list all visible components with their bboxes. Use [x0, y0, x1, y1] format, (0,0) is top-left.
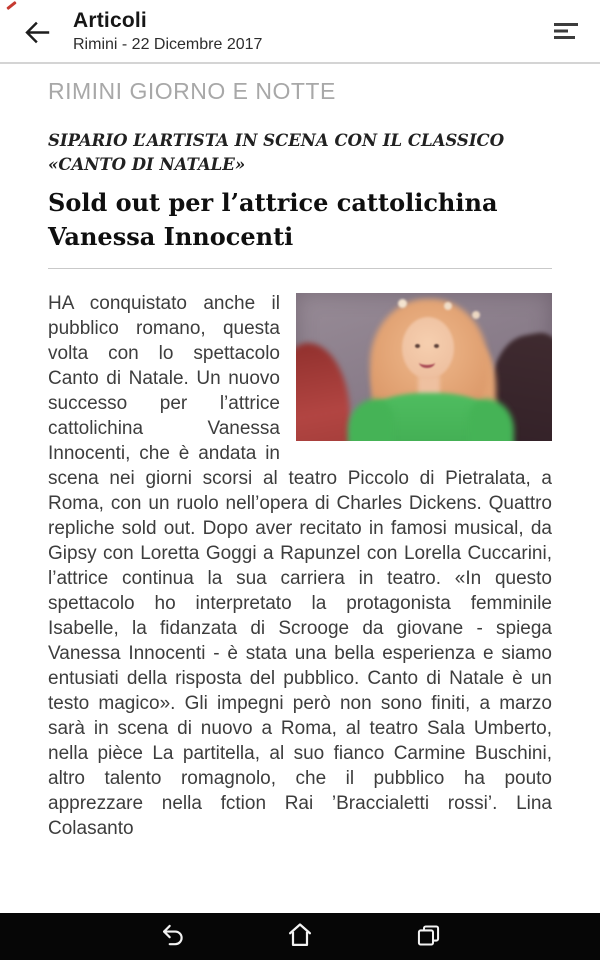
arrow-left-icon: [22, 34, 52, 49]
article-title: Sold out per l’attrice cattolichina Vanessa Innocenti: [48, 188, 498, 251]
recent-apps-icon: [415, 922, 442, 952]
photo-eye: [434, 344, 439, 348]
sort-menu-button[interactable]: [552, 20, 580, 42]
article-photo: [296, 293, 552, 441]
android-nav-bar: [0, 913, 600, 960]
nav-home-button[interactable]: [286, 923, 314, 951]
back-curved-icon: [159, 922, 186, 952]
section-label: RIMINI GIORNO E NOTTE: [48, 78, 336, 104]
sort-list-icon: [552, 30, 580, 45]
photo-green-dress: [348, 399, 394, 441]
photo-smile: [419, 357, 435, 368]
app-header: [0, 0, 600, 64]
red-corner-mark: [6, 1, 17, 10]
photo-face: [402, 317, 454, 379]
page-subtitle: Rimini - 22 Dicembre 2017: [73, 36, 263, 53]
photo-eye: [415, 344, 420, 348]
home-icon: [286, 921, 314, 952]
photo-hair-flower: [472, 311, 480, 319]
back-button[interactable]: [22, 19, 52, 46]
article-view: [0, 64, 600, 841]
article-body-text: HA conquistato anche il pubblico romano, questa volta con lo spettacolo Canto di Natale. Un nuovo successo per l’attrice cattolichina Vanessa Innocenti, che è andata in scena nei giorni scorsi al teatro Piccolo di Pietralata, a Roma, con un ruolo nell’opera di Charles Dickens. Quattro repliche sold out. Dopo aver recitato in famosi musical, da Gipsy con Loretta Goggi a Rapunzel con Lorella Cuccarini, l’attrice continua la sua carriera in teatro. «In questo spettacolo ho interpretato la protagonista femminile Isabelle, la fidanzata di Scrooge da giovane - spiega Vanessa Innocenti - è stata una bella esperienza e siamo entusiati della risposta del pubblico. Canto di Natale è un testo magico». Gli impegni però non sono finiti, a marzo sarà in scena di nuovo a Roma, al teatro Sala Umberto, nella pièce La partitella, al suo fianco Carmine Buschini, altro talento romagnolo, che il pubblico ha pouto apprezzare nella fction Rai ’Braccialetti rossi’. Lina Colasanto: [48, 293, 552, 839]
photo-hair-flower: [398, 299, 407, 308]
title-divider: [48, 268, 552, 269]
header-titles: [73, 9, 262, 55]
nav-back-button[interactable]: [158, 923, 186, 951]
article-body: [48, 291, 552, 841]
page-title: Articoli: [73, 9, 147, 32]
photo-hair-flower: [444, 302, 452, 310]
photo-red-costume-figure: [296, 343, 350, 441]
nav-recents-button[interactable]: [414, 923, 442, 951]
article-kicker: SIPARIO L’ARTISTA IN SCENA CON IL CLASSICO «CANTO DI NATALE»: [48, 131, 505, 174]
